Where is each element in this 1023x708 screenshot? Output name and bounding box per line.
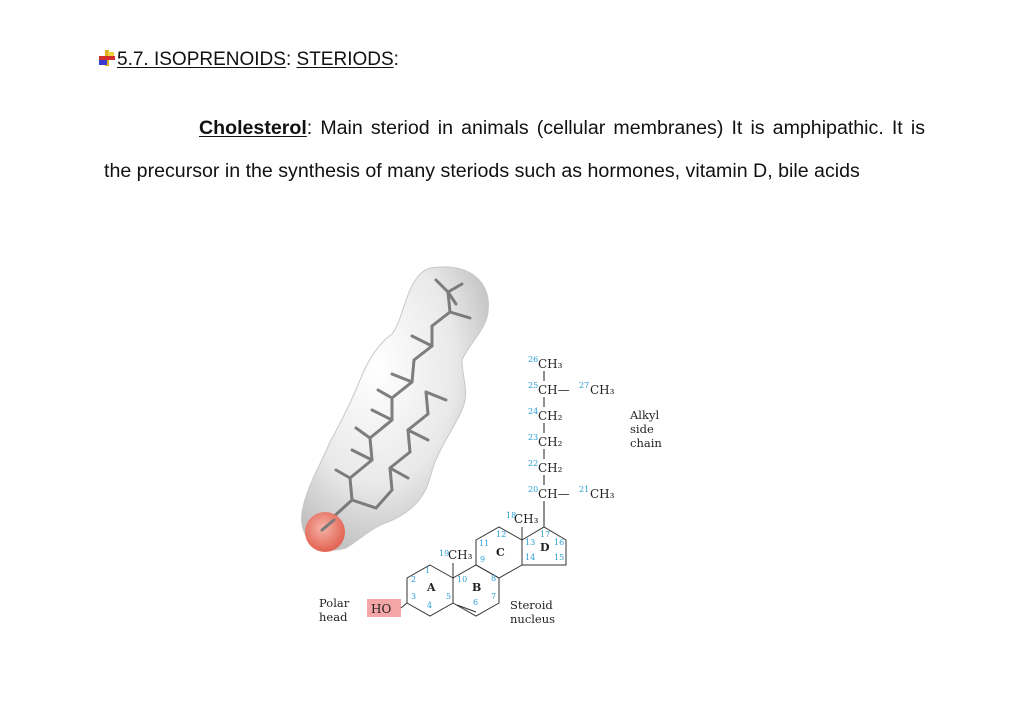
methylene-group: CH₂ bbox=[538, 435, 563, 449]
ring-number: 14 bbox=[525, 553, 536, 562]
polar-head-sphere bbox=[305, 512, 345, 552]
carbon-number: 20 bbox=[528, 485, 539, 494]
nucleus-label: nucleus bbox=[510, 612, 556, 626]
heading-number: 5.7. ISOPRENOIDS bbox=[117, 49, 286, 70]
ring-number: 12 bbox=[496, 530, 507, 539]
carbon-number: 22 bbox=[528, 459, 539, 468]
cholesterol-term: Cholesterol bbox=[199, 117, 307, 139]
nucleus-label: Steroid bbox=[510, 598, 553, 612]
ring-label: A bbox=[427, 581, 436, 594]
ring-number: 10 bbox=[457, 575, 468, 584]
methine-group: CH— bbox=[538, 383, 570, 397]
side-chain-label: chain bbox=[630, 436, 662, 450]
ring-number: 5 bbox=[446, 592, 452, 601]
polar-head-label: Polar bbox=[319, 596, 350, 610]
methylene-group: CH₂ bbox=[538, 409, 563, 423]
carbon-number: 27 bbox=[579, 381, 590, 390]
methyl-group: CH₃ bbox=[448, 548, 473, 562]
heading-topic: STERIODS bbox=[296, 49, 394, 70]
methyl-group: CH₃ bbox=[590, 487, 615, 501]
side-chain-label: side bbox=[630, 422, 654, 436]
ring-number: 3 bbox=[411, 592, 417, 601]
ring-number: 9 bbox=[480, 555, 486, 564]
carbon-number: 26 bbox=[528, 355, 539, 364]
ring-label: B bbox=[472, 581, 482, 594]
space-filling-model bbox=[302, 267, 489, 552]
steroid-nucleus-label bbox=[510, 598, 555, 626]
heading-separator: : bbox=[285, 49, 297, 70]
carbon-number: 21 bbox=[579, 485, 590, 494]
carbon-number: 24 bbox=[528, 407, 539, 416]
methyl-group: CH₃ bbox=[538, 357, 563, 371]
carbon-number: 19 bbox=[439, 549, 450, 558]
polar-head bbox=[319, 596, 407, 624]
carbon-number: 23 bbox=[528, 433, 539, 442]
ring-label: C bbox=[496, 546, 505, 559]
heading-trailing: : bbox=[393, 49, 399, 70]
ring-number: 16 bbox=[554, 538, 565, 547]
methine-group: CH— bbox=[538, 487, 570, 501]
ring-number: 7 bbox=[491, 592, 497, 601]
ring-number: 11 bbox=[479, 539, 490, 548]
ring-number: 8 bbox=[491, 574, 497, 583]
carbon-number: 18 bbox=[506, 511, 517, 520]
methyl-group: CH₃ bbox=[514, 512, 539, 526]
ring-number: 13 bbox=[525, 538, 536, 547]
polar-head-label: head bbox=[319, 610, 348, 624]
ring-number: 15 bbox=[554, 553, 565, 562]
methylene-group: CH₂ bbox=[538, 461, 563, 475]
hydroxyl-group: HO bbox=[371, 602, 392, 616]
carbon-number: 25 bbox=[528, 381, 539, 390]
ring-number: 17 bbox=[540, 530, 551, 539]
ring-number: 4 bbox=[427, 601, 433, 610]
side-chain bbox=[528, 355, 662, 527]
ring-number: 1 bbox=[425, 566, 431, 575]
ring-number: 6 bbox=[473, 598, 479, 607]
ring-labels bbox=[411, 511, 564, 610]
methyl-group: CH₃ bbox=[590, 383, 615, 397]
cholesterol-description: : Main steriod in animals (cellular membranes) It is amphipathic. It is the precursor in the synthesis of many steriods such as hormones, vitamin D, bile acids bbox=[104, 117, 925, 182]
side-chain-label: Alkyl bbox=[630, 408, 660, 422]
ring-label: D bbox=[540, 541, 550, 554]
ring-number: 2 bbox=[411, 575, 417, 584]
